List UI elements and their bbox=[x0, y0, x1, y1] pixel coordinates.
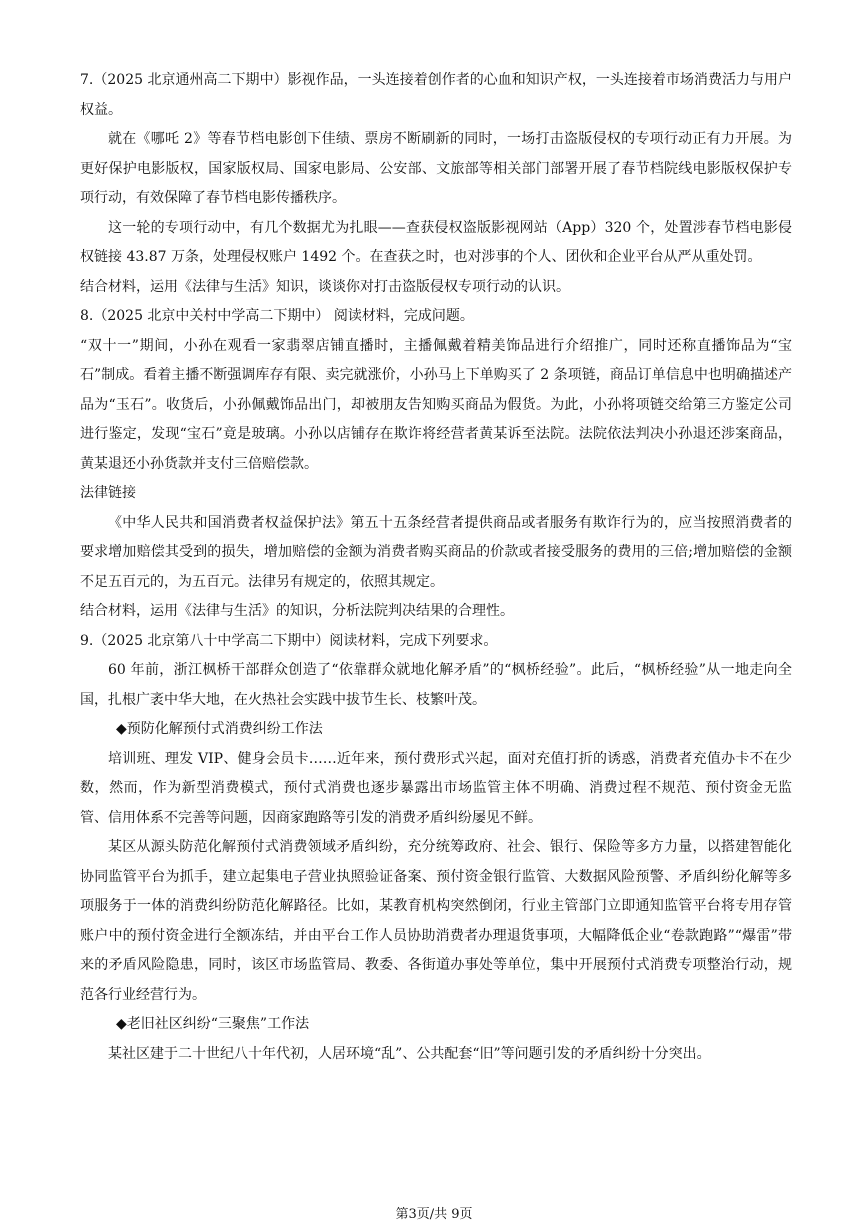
question-8-task: 结合材料，运用《法律与生活》的知识，分析法院判决结果的合理性。 bbox=[80, 603, 514, 619]
question-9-paragraph-2: 培训班、理发 VIP、健身会员卡……近年来，预付费形式兴起，面对充值打折的诱惑，消费者充值办卡不在少数，然而，作为新型消费模式，预付式消费也逐步暴露出市场监管主体不明确、消费过程不规范、预付资金无监管、信用体系不完善等问题，因商家跑路等引发的消费矛盾纠纷屡见不鲜。 bbox=[80, 750, 792, 826]
question-9-bullet-2: ◆老旧社区纠纷“三聚焦”工作法 bbox=[116, 1016, 310, 1032]
question-8-law-text: 《中华人民共和国消费者权益保护法》第五十五条经营者提供商品或者服务有欺诈行为的，应当按照消费者的要求增加赔偿其受到的损失，增加赔偿的金额为消费者购买商品的价款或者接受服务的费用的三倍;增加赔偿的金额不足五百元的，为五百元。法律另有规定的，依照其规定。 bbox=[80, 514, 792, 590]
question-7-stem: 7.（2025 北京通州高二下期中）影视作品，一头连接着创作者的心血和知识产权，一头连接着市场消费活力与用户权益。 bbox=[80, 72, 792, 118]
question-9-bullet-1: ◆预防化解预付式消费纠纷工作法 bbox=[116, 721, 323, 737]
question-9-stem: 9.（2025 北京第八十中学高二下期中）阅读材料，完成下列要求。 bbox=[80, 632, 498, 649]
question-8-law-title: 法律链接 bbox=[80, 485, 136, 501]
question-7-paragraph-1: 就在《哪吒 2》等春节档电影创下佳绩、票房不断刷新的同时，一场打击盗版侵权的专项行动正有力开展。为更好保护电影版权，国家版权局、国家电影局、公安部、文旅部等相关部门部署开展了春节档院线电影版权保护专项行动，有效保障了春节档电影传播秩序。 bbox=[80, 131, 792, 206]
question-9-paragraph-4: 某社区建于二十世纪八十年代初，人居环境“乱”、公共配套“旧”等问题引发的矛盾纠纷十分突出。 bbox=[108, 1045, 711, 1062]
question-8-paragraph-1: “双十一”期间，小孙在观看一家翡翠店铺直播时，主播佩戴着精美饰品进行介绍推广，同时还称直播饰品为“宝石”制成。看着主播不断强调库存有限、卖完就涨价，小孙马上下单购买了 2 条项链，商品订单信息中也明确描述产品为“玉石”。收货后，小孙佩戴饰品出门，却被朋友告知购买商品为假货。为此，小孙将项链交给第三方鉴定公司进行鉴定，发现“宝石”竟是玻璃。小孙以店铺存在欺诈将经营者黄某诉至法院。法院依法判决小孙退还涉案商品，黄某退还小孙货款并支付三倍赔偿款。 bbox=[80, 337, 792, 472]
question-9-paragraph-1: 60 年前，浙江枫桥干部群众创造了“依靠群众就地化解矛盾”的“枫桥经验”。此后，“枫桥经验”从一地走向全国，扎根广袤中华大地，在火热社会实践中拔节生长、枝繁叶茂。 bbox=[80, 662, 792, 708]
question-9-paragraph-3: 某区从源头防范化解预付式消费领域矛盾纠纷，充分统筹政府、社会、银行、保险等多方力量，以搭建智能化协同监管平台为抓手，建立起集电子营业执照验证备案、预付资金银行监管、大数据风险预警、矛盾纠纷化解等多项服务于一体的消费纠纷防范化解路径。比如，某教育机构突然倒闭，行业主管部门立即通知监管平台将专用存管账户中的预付资金进行全额冻结，并由平台工作人员协助消费者办理退货事项，大幅降低企业“卷款跑路”“爆雷”带来的矛盾风险隐患，同时，该区市场监管局、教委、各街道办事处等单位，集中开展预付式消费专项整治行动，规范各行业经营行为。 bbox=[80, 839, 792, 1003]
question-7-task: 结合材料，运用《法律与生活》知识，谈谈你对打击盗版侵权专项行动的认识。 bbox=[80, 278, 570, 295]
page-footer: 第3页/共 9页 bbox=[395, 1207, 473, 1222]
question-8-stem: 8.（2025 北京中关村中学高二下期中） 阅读材料，完成问题。 bbox=[80, 308, 474, 324]
question-7-paragraph-2: 这一轮的专项行动中，有几个数据尤为扎眼——查获侵权盗版影视网站（App）320 个，处置涉春节档电影侵权链接 43.87 万条，处理侵权账户 1492 个。在查获之时，也对涉事的个人、团伙和企业平台从严从重处罚。 bbox=[80, 219, 792, 265]
page-content bbox=[80, 66, 792, 1069]
